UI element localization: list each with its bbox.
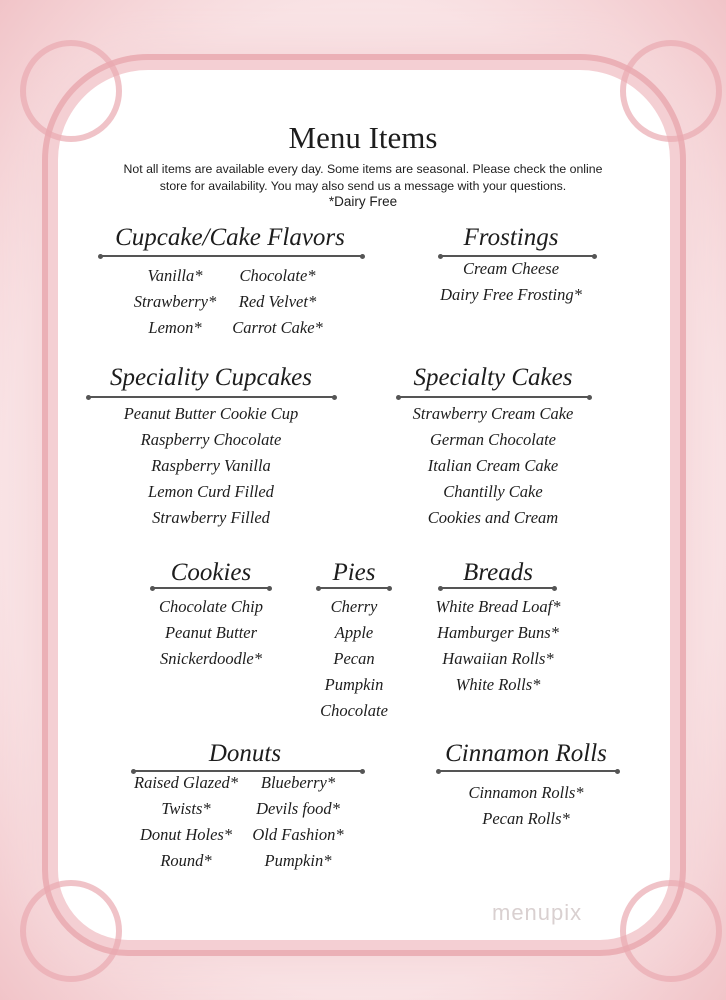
section-heading-frostings: Frostings <box>463 224 559 251</box>
section-heading-cinnamon-rolls: Cinnamon Rolls <box>445 740 607 767</box>
ornament-scroll <box>620 40 722 142</box>
heading-divider <box>152 587 270 589</box>
section-heading-donuts: Donuts <box>208 740 282 767</box>
page-title: Menu Items <box>288 120 438 155</box>
menu-item: White Rolls* <box>455 675 541 694</box>
section-heading-breads: Breads <box>463 559 533 586</box>
heading-divider <box>100 255 363 257</box>
watermark: menupix <box>492 900 583 925</box>
menu-item: Strawberry* <box>133 292 217 311</box>
pies-list <box>304 594 404 724</box>
menu-item: Chocolate <box>320 701 388 720</box>
menu-item: Hamburger Buns* <box>437 623 559 642</box>
menu-item: Chocolate* <box>239 266 316 285</box>
menu-item: Cherry <box>330 597 378 616</box>
specialty-cakes-list <box>373 401 613 531</box>
speciality-cupcakes-list <box>81 401 341 531</box>
menu-item: Pecan Rolls* <box>482 809 570 828</box>
section-heading-specialty-cakes: Specialty Cakes <box>413 364 573 391</box>
menu-item: Twists* <box>161 799 211 818</box>
menu-item: Lemon* <box>148 318 202 337</box>
menu-item: Blueberry* <box>260 773 336 792</box>
menu-item: Cream Cheese <box>462 259 560 278</box>
menu-item: Dairy Free Frosting* <box>440 285 582 304</box>
ornament-scroll <box>620 880 722 982</box>
menu-item: Raised Glazed* <box>133 773 239 792</box>
menu-item: Cookies and Cream <box>427 508 559 527</box>
section-heading-cookies: Cookies <box>170 559 252 586</box>
cupcake-flavors-col2 <box>220 263 335 341</box>
menu-item: Carrot Cake* <box>232 318 323 337</box>
menu-item: Strawberry Filled <box>152 508 270 527</box>
menu-item: Peanut Butter Cookie Cup <box>123 404 299 423</box>
menu-item: Chocolate Chip <box>158 597 264 616</box>
section-heading-speciality-cupcakes: Speciality Cupcakes <box>109 364 312 391</box>
cookies-list <box>131 594 291 672</box>
menu-item: Snickerdoodle* <box>159 649 263 668</box>
frostings-list <box>411 256 611 308</box>
menu-item: Italian Cream Cake <box>427 456 559 475</box>
menu-item: Lemon Curd Filled <box>148 482 274 501</box>
menu-item: Apple <box>334 623 374 642</box>
dairy-free-legend: *Dairy Free <box>328 194 398 209</box>
menu-item: Round* <box>160 851 212 870</box>
menu-item: Old Fashion* <box>252 825 344 844</box>
cupcake-flavors-col1 <box>115 263 235 341</box>
heading-divider <box>438 770 618 772</box>
donuts-col2 <box>243 770 353 874</box>
availability-note <box>90 161 636 211</box>
note-line: Not all items are available every day. Some items are seasonal. Please check the online <box>123 162 603 176</box>
menu-item: Donut Holes* <box>139 825 233 844</box>
donuts-col1 <box>126 770 246 874</box>
heading-divider <box>440 587 555 589</box>
menu-item: Raspberry Vanilla <box>151 456 271 475</box>
menu-item: Vanilla* <box>147 266 203 285</box>
menu-item: White Bread Loaf* <box>435 597 561 616</box>
ornament-scroll <box>20 880 122 982</box>
section-heading-cupcake-flavors: Cupcake/Cake Flavors <box>115 224 345 251</box>
menu-item: Strawberry Cream Cake <box>412 404 574 423</box>
section-heading-pies: Pies <box>332 559 376 586</box>
heading-divider <box>318 587 390 589</box>
menu-item: Raspberry Chocolate <box>140 430 282 449</box>
menu-item: Chantilly Cake <box>443 482 543 501</box>
note-line: store for availability. You may also send us a message with your questions. <box>159 178 567 193</box>
menu-item: Hawaiian Rolls* <box>442 649 554 668</box>
heading-divider <box>88 396 335 398</box>
menu-item: Pumpkin* <box>264 851 332 870</box>
heading-divider <box>398 396 590 398</box>
cinnamon-rolls-list <box>436 780 616 832</box>
menu-item: Peanut Butter <box>164 623 258 642</box>
menu-item: Red Velvet* <box>238 292 317 311</box>
menu-item: Devils food* <box>256 799 340 818</box>
menu-item: Pumpkin <box>324 675 384 694</box>
menu-item: German Chocolate <box>429 430 557 449</box>
breads-list <box>418 594 578 698</box>
menu-item: Cinnamon Rolls* <box>468 783 584 802</box>
menu-item: Pecan <box>333 649 375 668</box>
ornament-scroll <box>20 40 122 142</box>
